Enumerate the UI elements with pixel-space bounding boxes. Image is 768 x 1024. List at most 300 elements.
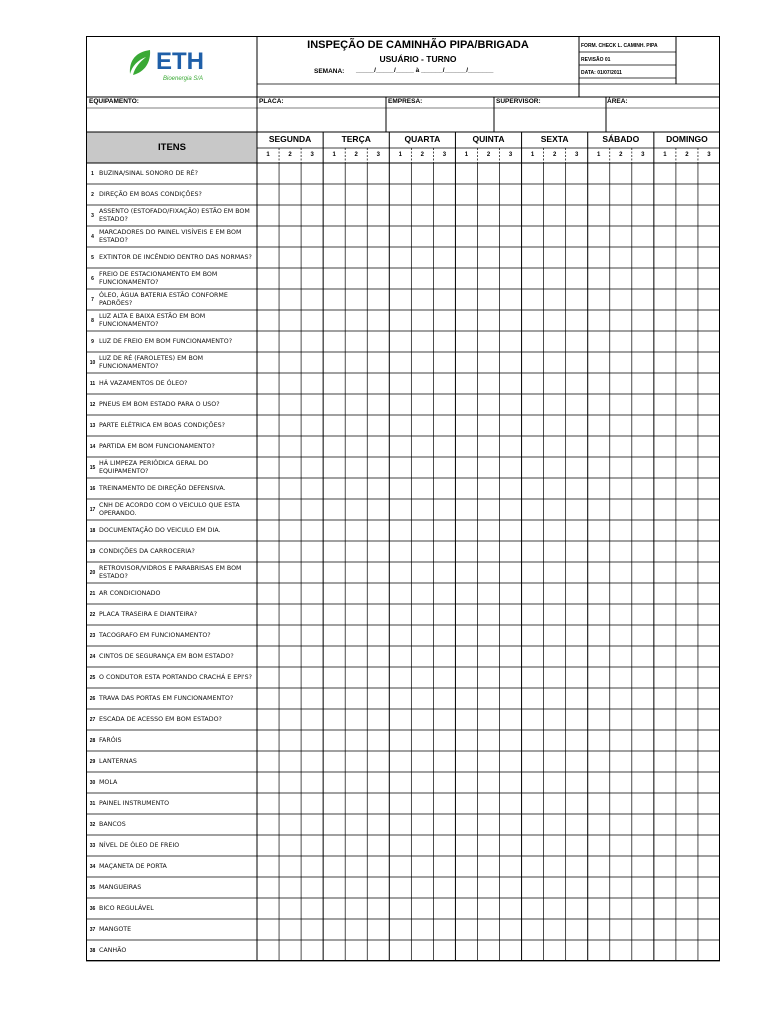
check-cell[interactable]	[301, 562, 323, 583]
check-cell[interactable]	[477, 562, 499, 583]
check-cell[interactable]	[323, 898, 345, 919]
check-cell[interactable]	[500, 394, 522, 415]
check-cell[interactable]	[566, 457, 588, 478]
check-cell[interactable]	[676, 499, 698, 520]
check-cell[interactable]	[566, 562, 588, 583]
check-cell[interactable]	[301, 919, 323, 940]
check-cell[interactable]	[500, 457, 522, 478]
check-cell[interactable]	[301, 625, 323, 646]
check-cell[interactable]	[323, 184, 345, 205]
check-cell[interactable]	[566, 772, 588, 793]
check-cell[interactable]	[676, 646, 698, 667]
check-cell[interactable]	[654, 457, 676, 478]
check-cell[interactable]	[588, 646, 610, 667]
check-cell[interactable]	[588, 940, 610, 961]
check-cell[interactable]	[301, 856, 323, 877]
check-cell[interactable]	[323, 331, 345, 352]
check-cell[interactable]	[433, 709, 455, 730]
check-cell[interactable]	[698, 289, 720, 310]
check-cell[interactable]	[500, 940, 522, 961]
check-cell[interactable]	[301, 163, 323, 184]
check-cell[interactable]	[257, 877, 279, 898]
check-cell[interactable]	[500, 205, 522, 226]
check-cell[interactable]	[279, 457, 301, 478]
check-cell[interactable]	[455, 667, 477, 688]
check-cell[interactable]	[632, 604, 654, 625]
check-cell[interactable]	[654, 709, 676, 730]
check-cell[interactable]	[654, 331, 676, 352]
check-cell[interactable]	[698, 835, 720, 856]
check-cell[interactable]	[433, 646, 455, 667]
check-cell[interactable]	[411, 268, 433, 289]
check-cell[interactable]	[367, 646, 389, 667]
check-cell[interactable]	[367, 835, 389, 856]
check-cell[interactable]	[698, 184, 720, 205]
check-cell[interactable]	[257, 667, 279, 688]
check-cell[interactable]	[455, 268, 477, 289]
check-cell[interactable]	[411, 163, 433, 184]
placa-field[interactable]	[258, 108, 386, 132]
check-cell[interactable]	[610, 625, 632, 646]
check-cell[interactable]	[477, 730, 499, 751]
check-cell[interactable]	[610, 373, 632, 394]
check-cell[interactable]	[323, 205, 345, 226]
check-cell[interactable]	[698, 415, 720, 436]
check-cell[interactable]	[654, 310, 676, 331]
check-cell[interactable]	[522, 940, 544, 961]
check-cell[interactable]	[389, 415, 411, 436]
check-cell[interactable]	[455, 394, 477, 415]
check-cell[interactable]	[345, 814, 367, 835]
check-cell[interactable]	[257, 583, 279, 604]
check-cell[interactable]	[477, 352, 499, 373]
check-cell[interactable]	[632, 877, 654, 898]
check-cell[interactable]	[389, 352, 411, 373]
check-cell[interactable]	[522, 562, 544, 583]
check-cell[interactable]	[544, 814, 566, 835]
check-cell[interactable]	[588, 877, 610, 898]
check-cell[interactable]	[323, 604, 345, 625]
check-cell[interactable]	[477, 289, 499, 310]
check-cell[interactable]	[610, 499, 632, 520]
check-cell[interactable]	[698, 331, 720, 352]
check-cell[interactable]	[389, 163, 411, 184]
check-cell[interactable]	[544, 373, 566, 394]
check-cell[interactable]	[279, 247, 301, 268]
check-cell[interactable]	[566, 226, 588, 247]
check-cell[interactable]	[301, 646, 323, 667]
check-cell[interactable]	[698, 583, 720, 604]
check-cell[interactable]	[676, 793, 698, 814]
check-cell[interactable]	[477, 499, 499, 520]
check-cell[interactable]	[389, 604, 411, 625]
check-cell[interactable]	[257, 163, 279, 184]
check-cell[interactable]	[500, 226, 522, 247]
check-cell[interactable]	[698, 814, 720, 835]
check-cell[interactable]	[345, 310, 367, 331]
check-cell[interactable]	[257, 247, 279, 268]
check-cell[interactable]	[389, 898, 411, 919]
check-cell[interactable]	[433, 205, 455, 226]
check-cell[interactable]	[676, 289, 698, 310]
check-cell[interactable]	[610, 184, 632, 205]
check-cell[interactable]	[500, 919, 522, 940]
check-cell[interactable]	[367, 583, 389, 604]
check-cell[interactable]	[411, 751, 433, 772]
check-cell[interactable]	[367, 184, 389, 205]
check-cell[interactable]	[522, 835, 544, 856]
check-cell[interactable]	[477, 877, 499, 898]
check-cell[interactable]	[610, 835, 632, 856]
check-cell[interactable]	[500, 625, 522, 646]
check-cell[interactable]	[544, 730, 566, 751]
check-cell[interactable]	[279, 646, 301, 667]
check-cell[interactable]	[632, 289, 654, 310]
check-cell[interactable]	[301, 898, 323, 919]
check-cell[interactable]	[522, 772, 544, 793]
check-cell[interactable]	[588, 184, 610, 205]
check-cell[interactable]	[522, 247, 544, 268]
check-cell[interactable]	[411, 688, 433, 709]
check-cell[interactable]	[588, 751, 610, 772]
check-cell[interactable]	[566, 268, 588, 289]
check-cell[interactable]	[654, 814, 676, 835]
check-cell[interactable]	[698, 730, 720, 751]
check-cell[interactable]	[566, 310, 588, 331]
check-cell[interactable]	[323, 289, 345, 310]
check-cell[interactable]	[301, 331, 323, 352]
check-cell[interactable]	[279, 793, 301, 814]
check-cell[interactable]	[632, 730, 654, 751]
check-cell[interactable]	[389, 331, 411, 352]
check-cell[interactable]	[411, 415, 433, 436]
check-cell[interactable]	[301, 772, 323, 793]
check-cell[interactable]	[610, 856, 632, 877]
check-cell[interactable]	[654, 289, 676, 310]
check-cell[interactable]	[433, 247, 455, 268]
check-cell[interactable]	[433, 772, 455, 793]
check-cell[interactable]	[257, 289, 279, 310]
check-cell[interactable]	[522, 877, 544, 898]
check-cell[interactable]	[323, 625, 345, 646]
check-cell[interactable]	[632, 226, 654, 247]
check-cell[interactable]	[477, 688, 499, 709]
check-cell[interactable]	[477, 667, 499, 688]
check-cell[interactable]	[279, 625, 301, 646]
check-cell[interactable]	[500, 667, 522, 688]
check-cell[interactable]	[588, 415, 610, 436]
check-cell[interactable]	[698, 919, 720, 940]
check-cell[interactable]	[522, 709, 544, 730]
check-cell[interactable]	[257, 688, 279, 709]
check-cell[interactable]	[389, 394, 411, 415]
check-cell[interactable]	[345, 940, 367, 961]
check-cell[interactable]	[257, 709, 279, 730]
check-cell[interactable]	[654, 184, 676, 205]
check-cell[interactable]	[477, 205, 499, 226]
check-cell[interactable]	[411, 772, 433, 793]
check-cell[interactable]	[433, 478, 455, 499]
check-cell[interactable]	[301, 814, 323, 835]
check-cell[interactable]	[367, 772, 389, 793]
check-cell[interactable]	[279, 163, 301, 184]
check-cell[interactable]	[500, 415, 522, 436]
check-cell[interactable]	[455, 247, 477, 268]
check-cell[interactable]	[566, 856, 588, 877]
check-cell[interactable]	[389, 226, 411, 247]
check-cell[interactable]	[588, 919, 610, 940]
check-cell[interactable]	[257, 562, 279, 583]
check-cell[interactable]	[632, 436, 654, 457]
check-cell[interactable]	[544, 877, 566, 898]
check-cell[interactable]	[455, 604, 477, 625]
check-cell[interactable]	[588, 457, 610, 478]
check-cell[interactable]	[389, 436, 411, 457]
check-cell[interactable]	[389, 751, 411, 772]
check-cell[interactable]	[500, 478, 522, 499]
check-cell[interactable]	[455, 940, 477, 961]
check-cell[interactable]	[389, 835, 411, 856]
check-cell[interactable]	[433, 877, 455, 898]
check-cell[interactable]	[477, 814, 499, 835]
check-cell[interactable]	[522, 352, 544, 373]
check-cell[interactable]	[566, 646, 588, 667]
check-cell[interactable]	[610, 688, 632, 709]
check-cell[interactable]	[610, 226, 632, 247]
check-cell[interactable]	[433, 520, 455, 541]
check-cell[interactable]	[522, 730, 544, 751]
check-cell[interactable]	[698, 940, 720, 961]
check-cell[interactable]	[500, 583, 522, 604]
check-cell[interactable]	[522, 373, 544, 394]
check-cell[interactable]	[566, 919, 588, 940]
check-cell[interactable]	[632, 163, 654, 184]
check-cell[interactable]	[544, 268, 566, 289]
check-cell[interactable]	[500, 268, 522, 289]
check-cell[interactable]	[301, 205, 323, 226]
check-cell[interactable]	[345, 163, 367, 184]
check-cell[interactable]	[522, 625, 544, 646]
check-cell[interactable]	[588, 352, 610, 373]
check-cell[interactable]	[544, 331, 566, 352]
check-cell[interactable]	[477, 793, 499, 814]
check-cell[interactable]	[588, 289, 610, 310]
check-cell[interactable]	[522, 919, 544, 940]
check-cell[interactable]	[676, 877, 698, 898]
check-cell[interactable]	[477, 184, 499, 205]
check-cell[interactable]	[433, 163, 455, 184]
check-cell[interactable]	[654, 583, 676, 604]
check-cell[interactable]	[279, 940, 301, 961]
check-cell[interactable]	[455, 205, 477, 226]
check-cell[interactable]	[411, 604, 433, 625]
check-cell[interactable]	[676, 835, 698, 856]
check-cell[interactable]	[323, 709, 345, 730]
check-cell[interactable]	[477, 310, 499, 331]
check-cell[interactable]	[345, 499, 367, 520]
check-cell[interactable]	[389, 268, 411, 289]
check-cell[interactable]	[411, 667, 433, 688]
check-cell[interactable]	[632, 541, 654, 562]
check-cell[interactable]	[522, 667, 544, 688]
check-cell[interactable]	[455, 709, 477, 730]
check-cell[interactable]	[566, 373, 588, 394]
check-cell[interactable]	[411, 394, 433, 415]
check-cell[interactable]	[566, 730, 588, 751]
check-cell[interactable]	[279, 226, 301, 247]
check-cell[interactable]	[301, 226, 323, 247]
check-cell[interactable]	[610, 604, 632, 625]
check-cell[interactable]	[367, 226, 389, 247]
check-cell[interactable]	[433, 919, 455, 940]
check-cell[interactable]	[345, 562, 367, 583]
check-cell[interactable]	[522, 646, 544, 667]
check-cell[interactable]	[323, 688, 345, 709]
check-cell[interactable]	[433, 898, 455, 919]
check-cell[interactable]	[676, 751, 698, 772]
check-cell[interactable]	[698, 436, 720, 457]
check-cell[interactable]	[257, 541, 279, 562]
check-cell[interactable]	[654, 205, 676, 226]
check-cell[interactable]	[500, 373, 522, 394]
check-cell[interactable]	[477, 268, 499, 289]
check-cell[interactable]	[411, 730, 433, 751]
check-cell[interactable]	[610, 541, 632, 562]
check-cell[interactable]	[257, 184, 279, 205]
check-cell[interactable]	[698, 373, 720, 394]
check-cell[interactable]	[698, 310, 720, 331]
check-cell[interactable]	[632, 646, 654, 667]
check-cell[interactable]	[411, 184, 433, 205]
check-cell[interactable]	[500, 709, 522, 730]
check-cell[interactable]	[500, 730, 522, 751]
check-cell[interactable]	[279, 898, 301, 919]
check-cell[interactable]	[676, 919, 698, 940]
check-cell[interactable]	[566, 415, 588, 436]
check-cell[interactable]	[654, 520, 676, 541]
check-cell[interactable]	[610, 646, 632, 667]
check-cell[interactable]	[632, 667, 654, 688]
check-cell[interactable]	[257, 751, 279, 772]
check-cell[interactable]	[411, 247, 433, 268]
check-cell[interactable]	[455, 751, 477, 772]
check-cell[interactable]	[610, 814, 632, 835]
check-cell[interactable]	[632, 352, 654, 373]
check-cell[interactable]	[389, 247, 411, 268]
equipamento-field[interactable]	[87, 108, 257, 132]
check-cell[interactable]	[588, 226, 610, 247]
check-cell[interactable]	[676, 772, 698, 793]
check-cell[interactable]	[632, 814, 654, 835]
check-cell[interactable]	[279, 268, 301, 289]
check-cell[interactable]	[632, 751, 654, 772]
check-cell[interactable]	[477, 457, 499, 478]
check-cell[interactable]	[566, 688, 588, 709]
check-cell[interactable]	[411, 835, 433, 856]
check-cell[interactable]	[544, 436, 566, 457]
check-cell[interactable]	[301, 793, 323, 814]
check-cell[interactable]	[257, 226, 279, 247]
check-cell[interactable]	[345, 667, 367, 688]
check-cell[interactable]	[411, 919, 433, 940]
check-cell[interactable]	[345, 331, 367, 352]
check-cell[interactable]	[279, 310, 301, 331]
check-cell[interactable]	[323, 751, 345, 772]
check-cell[interactable]	[522, 793, 544, 814]
check-cell[interactable]	[698, 226, 720, 247]
check-cell[interactable]	[301, 940, 323, 961]
check-cell[interactable]	[389, 457, 411, 478]
check-cell[interactable]	[345, 247, 367, 268]
check-cell[interactable]	[632, 457, 654, 478]
check-cell[interactable]	[411, 226, 433, 247]
check-cell[interactable]	[654, 898, 676, 919]
check-cell[interactable]	[411, 814, 433, 835]
check-cell[interactable]	[455, 583, 477, 604]
check-cell[interactable]	[433, 604, 455, 625]
check-cell[interactable]	[345, 457, 367, 478]
check-cell[interactable]	[411, 352, 433, 373]
check-cell[interactable]	[610, 940, 632, 961]
check-cell[interactable]	[500, 289, 522, 310]
check-cell[interactable]	[676, 457, 698, 478]
check-cell[interactable]	[389, 667, 411, 688]
check-cell[interactable]	[654, 877, 676, 898]
check-cell[interactable]	[544, 625, 566, 646]
check-cell[interactable]	[566, 751, 588, 772]
check-cell[interactable]	[367, 919, 389, 940]
check-cell[interactable]	[411, 562, 433, 583]
check-cell[interactable]	[676, 184, 698, 205]
check-cell[interactable]	[588, 835, 610, 856]
check-cell[interactable]	[544, 478, 566, 499]
check-cell[interactable]	[279, 373, 301, 394]
check-cell[interactable]	[522, 541, 544, 562]
check-cell[interactable]	[610, 772, 632, 793]
check-cell[interactable]	[389, 877, 411, 898]
check-cell[interactable]	[566, 331, 588, 352]
check-cell[interactable]	[676, 604, 698, 625]
check-cell[interactable]	[367, 709, 389, 730]
check-cell[interactable]	[389, 814, 411, 835]
check-cell[interactable]	[632, 310, 654, 331]
check-cell[interactable]	[389, 709, 411, 730]
check-cell[interactable]	[522, 814, 544, 835]
check-cell[interactable]	[411, 289, 433, 310]
check-cell[interactable]	[257, 919, 279, 940]
check-cell[interactable]	[367, 373, 389, 394]
check-cell[interactable]	[301, 520, 323, 541]
check-cell[interactable]	[654, 688, 676, 709]
check-cell[interactable]	[588, 268, 610, 289]
check-cell[interactable]	[610, 583, 632, 604]
check-cell[interactable]	[301, 247, 323, 268]
check-cell[interactable]	[389, 184, 411, 205]
check-cell[interactable]	[500, 688, 522, 709]
check-cell[interactable]	[345, 583, 367, 604]
check-cell[interactable]	[610, 289, 632, 310]
check-cell[interactable]	[257, 436, 279, 457]
check-cell[interactable]	[500, 835, 522, 856]
check-cell[interactable]	[345, 604, 367, 625]
check-cell[interactable]	[301, 499, 323, 520]
check-cell[interactable]	[433, 856, 455, 877]
check-cell[interactable]	[323, 541, 345, 562]
check-cell[interactable]	[477, 604, 499, 625]
check-cell[interactable]	[367, 205, 389, 226]
check-cell[interactable]	[566, 184, 588, 205]
check-cell[interactable]	[367, 604, 389, 625]
